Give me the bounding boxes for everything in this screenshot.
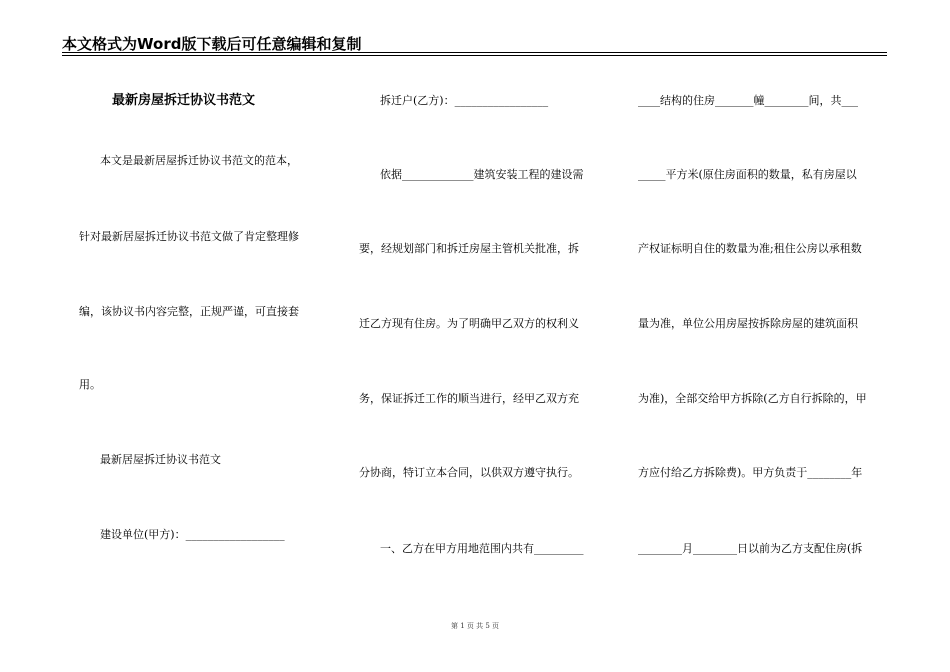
paragraph-line: 编，该协议书内容完整，正规严谨，可直接套 (79, 305, 299, 318)
document-title: 最新房屋拆迁协议书范文 (112, 93, 256, 108)
paragraph-line: 迁乙方现有住房。为了明确甲乙双方的权利义 (359, 317, 579, 330)
party-b-line: 拆迁户(乙方)：_________________ (380, 94, 549, 107)
header-rule-thin (62, 55, 887, 56)
paragraph-line: 要，经规划部门和拆迁房屋主管机关批准，拆 (359, 242, 579, 255)
paragraph-line: 方应付给乙方拆除费)。甲方负责于________年 (638, 466, 863, 479)
paragraph-line: 产权证标明自住的数量为准;租住公房以承租数 (638, 242, 862, 255)
paragraph-line: _____平方米(原住房面积的数量，私有房屋以 (638, 168, 857, 181)
party-a-line: 建设单位(甲方)：__________________ (100, 528, 285, 541)
clause-line: 一、乙方在甲方用地范围内共有_________ (380, 542, 584, 555)
paragraph-line: 务，保证拆迁工作的顺当进行，经甲乙双方充 (359, 392, 579, 405)
paragraph-line: 量为准，单位公用房屋按拆除房屋的建筑面积 (638, 317, 858, 330)
header-title: 本文格式为Word版下载后可任意编辑和复制 (62, 35, 362, 53)
paragraph-line: 依据_____________建筑安装工程的建设需 (380, 168, 584, 181)
page-footer: 第 1 页 共 5 页 (450, 622, 500, 630)
paragraph-line: ____结构的住房_______幢________间，共___ (638, 94, 858, 107)
paragraph-line: 本文是最新居屋拆迁协议书范文的范本， (100, 154, 298, 167)
header-rule (62, 52, 887, 53)
paragraph-line: 用。 (79, 378, 101, 391)
paragraph-line: 分协商，特订立本合同，以供双方遵守执行。 (359, 466, 579, 479)
paragraph-line: 针对最新居屋拆迁协议书范文做了肯定整理修 (79, 230, 299, 243)
paragraph-line: 为准)，全部交给甲方拆除(乙方自行拆除的，甲 (638, 392, 867, 405)
paragraph-line: ________月________日以前为乙方支配住房(拆 (638, 542, 863, 555)
section-heading: 最新居屋拆迁协议书范文 (100, 453, 221, 466)
